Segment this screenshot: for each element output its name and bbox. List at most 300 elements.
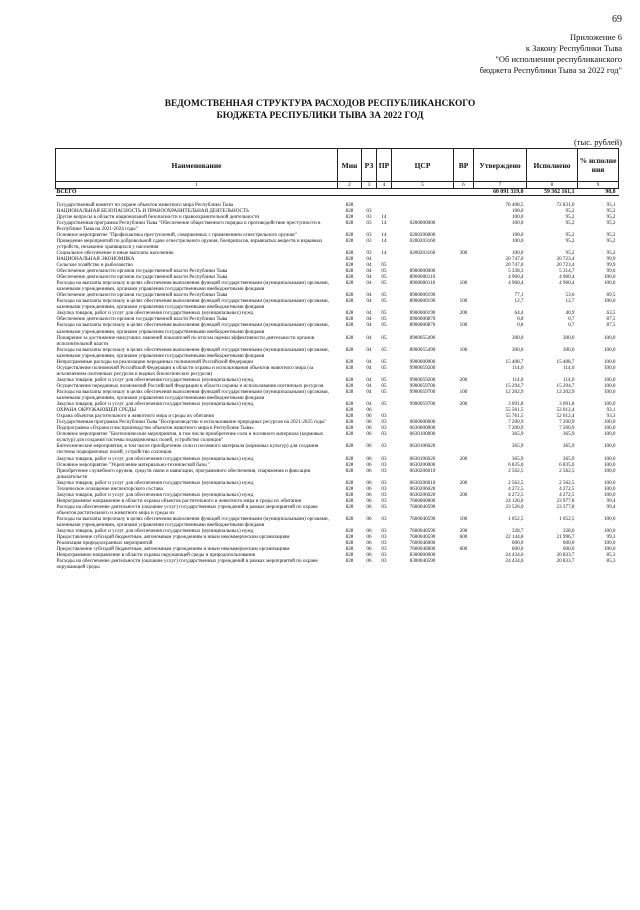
row-min-cell: 828 xyxy=(345,431,354,438)
row-approved-cell: 12,7 xyxy=(514,298,524,305)
row-vr-cell: 200 xyxy=(459,455,468,462)
row-approved-cell: 100,0 xyxy=(511,213,524,220)
row-pr-cell: 05 xyxy=(381,262,387,269)
row-rz-cell: 04 xyxy=(366,401,372,408)
row-vr-cell: 200 xyxy=(459,310,468,317)
row-csr-cell: 0630206010 xyxy=(409,467,436,474)
row-pct-cell: 100,0 xyxy=(603,485,616,492)
row-rz-cell: 04 xyxy=(366,364,372,371)
row-min-cell: 828 xyxy=(345,443,354,450)
table-row xyxy=(56,335,619,347)
row-pct-cell: 100,0 xyxy=(603,467,616,474)
row-pr-cell: 03 xyxy=(381,485,387,492)
row-csr-cell: 9900000000 xyxy=(409,358,436,365)
row-pct-cell: 100,0 xyxy=(603,491,616,498)
row-rz-cell: 06 xyxy=(366,431,372,438)
row-rz-cell: 04 xyxy=(366,376,372,383)
row-approved-cell: 15 294,7 xyxy=(505,382,524,389)
row-name-cell: Закупка товаров, работ и услуг для обеспечения государственных (муниципальных) нужд xyxy=(56,528,254,535)
row-executed-cell: 4 960,4 xyxy=(559,274,575,281)
row-min-cell: 828 xyxy=(345,485,354,492)
row-executed-cell: 4 272,5 xyxy=(559,485,575,492)
row-pr-cell: 05 xyxy=(381,364,387,371)
row-rz-cell: 06 xyxy=(366,419,372,426)
row-vr-cell xyxy=(454,468,474,480)
row-name-cell: Основное мероприятие "Укрепление материально-технической базы " xyxy=(56,461,211,468)
row-csr-cell: 0630000000 xyxy=(409,425,436,432)
row-executed-cell: 20 723,4 xyxy=(556,255,575,262)
row-min-cell: 828 xyxy=(345,255,354,262)
row-approved-cell: 60 091 319,0 xyxy=(474,189,527,196)
row-pr-cell: 03 xyxy=(381,528,387,535)
row-name-cell: Непрограммное направление в области охраны объектов растительного и животного мира и среды их обитания xyxy=(56,497,302,504)
column-number: 3 xyxy=(362,182,377,189)
row-name-cell: Обеспечение деятельности органов государственной власти Республики Тыва xyxy=(56,274,228,281)
row-rz-cell: 06 xyxy=(366,461,372,468)
row-name-cell: Расходы на выплаты персоналу в целях обеспечения выполнения функций государственными (муниципальными) органами, казенными учреждениями, органами управления государственными внебюджетными фондами xyxy=(56,346,329,359)
row-pr-cell: 05 xyxy=(381,274,387,281)
row-name-cell: Основное мероприятие "Профилактика преступлений, совершенных с применением огнестрельного оружия" xyxy=(56,231,297,238)
row-approved-cell: 55 761,5 xyxy=(505,413,524,420)
row-min-cell: 828 xyxy=(345,274,354,281)
row-min-cell: 828 xyxy=(345,219,354,226)
row-min-cell: 828 xyxy=(345,497,354,504)
row-rz-cell: 06 xyxy=(366,497,372,504)
header-cell: РЗ xyxy=(362,149,377,182)
row-pct-cell: 93,3 xyxy=(606,413,616,420)
column-number: 1 xyxy=(56,182,338,189)
table-row xyxy=(56,431,619,443)
annex-line: "Об исполнении республиканского xyxy=(495,54,622,64)
row-pct-cell: 98,8 xyxy=(578,189,619,196)
row-approved-cell: 76 408,5 xyxy=(505,201,524,208)
row-pct-cell: 95,2 xyxy=(606,219,616,226)
row-pct-cell: 95,2 xyxy=(606,207,616,214)
row-min-cell: 828 xyxy=(345,346,354,353)
row-executed-cell: 114,0 xyxy=(563,376,575,383)
row-vr-cell: 100 xyxy=(459,515,468,522)
row-approved-cell: 64,4 xyxy=(514,310,524,317)
row-approved-cell: 300,0 xyxy=(511,346,524,353)
row-min-cell: 828 xyxy=(345,528,354,535)
row-rz-cell: 03 xyxy=(366,207,372,214)
row-executed-cell: 3 091,8 xyxy=(559,401,575,408)
column-number-row xyxy=(56,182,619,189)
table-row xyxy=(56,468,619,480)
row-name-cell: Расходы на выплаты персоналу в целях обеспечения выполнения функций государственными (муниципальными) органами, казенными учреждениями, органами управления государственными внебюджетными фондами xyxy=(56,322,329,335)
row-csr-cell: 8900000870 xyxy=(409,322,436,329)
column-number: 8 xyxy=(527,182,578,189)
row-approved-cell: 0,8 xyxy=(517,316,524,323)
row-csr-cell: 8900000190 xyxy=(409,310,436,317)
row-executed-cell: 95,2 xyxy=(565,207,575,214)
row-csr-cell: 7600046000 xyxy=(409,540,436,547)
row-csr-cell: 7600040590 xyxy=(409,503,436,510)
total-row xyxy=(56,189,619,196)
table-header-row xyxy=(56,149,619,182)
row-min-cell: 828 xyxy=(345,280,354,287)
row-vr-cell: 200 xyxy=(459,528,468,535)
page-number: 69 xyxy=(612,14,622,25)
row-min-cell: 828 xyxy=(345,322,354,329)
row-pct-cell: 95,1 xyxy=(606,201,616,208)
row-csr-cell: 0200203160 xyxy=(409,249,436,256)
row-csr-cell: 8900000110 xyxy=(409,274,436,281)
row-vr-cell xyxy=(454,238,474,250)
row-pct-cell: 100,0 xyxy=(603,401,616,408)
row-vr-cell xyxy=(454,443,474,455)
row-rz-cell: 04 xyxy=(366,280,372,287)
row-name-cell: Расходы на выплаты персоналу в целях обеспечения выполнения функций государственными (муниципальными) органами, казенными учреждениями, органами управления государственными внебюджетными фондами xyxy=(56,280,329,293)
row-min-cell: 828 xyxy=(345,455,354,462)
row-pr-cell: 03 xyxy=(381,540,387,547)
row-pr-cell: 03 xyxy=(381,491,387,498)
row-vr-cell xyxy=(454,431,474,443)
row-rz-cell: 06 xyxy=(366,558,372,565)
row-pct-cell: 85,3 xyxy=(606,558,616,565)
row-name-cell: Закупка товаров, работ и услуг для обеспечения государственных (муниципальных) нужд xyxy=(56,455,254,462)
header-cell: Наименование xyxy=(56,149,338,182)
row-pr-cell: 14 xyxy=(381,249,387,256)
row-executed-cell: 12 202,9 xyxy=(556,389,575,395)
header-cell: ПР xyxy=(377,149,392,182)
row-pct-cell: 99,4 xyxy=(606,503,616,510)
row-pr-cell: 05 xyxy=(381,316,387,323)
row-pct-cell: 95,2 xyxy=(606,237,616,244)
header-cell: Утверждено xyxy=(474,149,527,182)
row-pct-cell: 99,9 xyxy=(606,262,616,269)
row-approved-cell: 7 200,9 xyxy=(508,425,524,432)
row-vr-cell xyxy=(454,335,474,347)
row-vr-cell xyxy=(454,365,474,377)
row-rz-cell: 03 xyxy=(366,213,372,220)
row-pr-cell: 05 xyxy=(381,268,387,275)
row-approved-cell: 12 202,9 xyxy=(505,389,524,395)
row-csr-cell: 9900059700 xyxy=(409,389,436,395)
row-rz-cell: 06 xyxy=(366,467,372,474)
row-min-cell: 828 xyxy=(345,389,354,395)
row-pct-cell: 85,3 xyxy=(606,552,616,559)
row-executed-cell: 4 272,5 xyxy=(559,491,575,498)
row-rz-cell: 06 xyxy=(366,540,372,547)
row-approved-cell: 2 562,5 xyxy=(508,467,524,474)
row-name-cell: Государственный комитет по охране объектов животного мира Республики Тыва xyxy=(56,201,234,208)
row-csr-cell: 8900000870 xyxy=(409,316,436,323)
row-vr-cell: 600 xyxy=(459,534,468,541)
row-vr-cell: 200 xyxy=(459,479,468,486)
row-approved-cell: 24 434,6 xyxy=(505,552,524,559)
row-executed-cell: 23 977,8 xyxy=(556,497,575,504)
row-approved-cell: 22 144,8 xyxy=(505,534,524,541)
row-min-cell: 828 xyxy=(345,310,354,317)
row-approved-cell: 5 338,3 xyxy=(508,268,524,275)
row-csr-cell: 9900059200 xyxy=(409,364,436,371)
row-pr-cell: 03 xyxy=(381,546,387,553)
row-approved-cell: 0,8 xyxy=(517,322,524,329)
row-vr-cell: 200 xyxy=(459,401,468,408)
row-rz-cell: 06 xyxy=(366,546,372,553)
row-name-cell: Непрограммные расходы на реализацию переданных полномочий Российской Федерации xyxy=(56,358,254,365)
row-vr-cell: 100 xyxy=(459,298,468,305)
row-executed-cell: 5 314,7 xyxy=(559,268,575,275)
row-approved-cell: 23 526,0 xyxy=(505,503,524,510)
row-pct-cell: 100,0 xyxy=(603,431,616,438)
row-pct-cell: 100,0 xyxy=(603,298,616,305)
row-executed-cell: 0,7 xyxy=(568,322,575,329)
row-rz-cell: 06 xyxy=(366,443,372,450)
row-rz-cell: 04 xyxy=(366,255,372,262)
row-executed-cell: 7 200,9 xyxy=(559,425,575,432)
row-pr-cell: 03 xyxy=(381,503,387,510)
row-min-cell: 828 xyxy=(345,461,354,468)
row-pr-cell: 03 xyxy=(381,467,387,474)
row-csr-cell: 7600000000 xyxy=(409,497,436,504)
row-executed-cell: 20 723,4 xyxy=(556,262,575,269)
row-pct-cell: 100,0 xyxy=(603,546,616,553)
row-name-cell: Биотехнические мероприятия, в том числе приобретение соли и посевного материала (кормовых культур) для создания системы подкормочных полей, устройство солонцов xyxy=(56,443,319,456)
row-approved-cell: 100,0 xyxy=(511,237,524,244)
row-min-cell: 828 xyxy=(345,334,354,341)
row-name-cell: НАЦИОНАЛЬНАЯ БЕЗОПАСНОСТЬ И ПРАВООХРАНИТЕЛЬНАЯ ДЕЯТЕЛЬНОСТЬ xyxy=(56,207,250,214)
row-name-cell: Закупка товаров, работ и услуг для обеспечения государственных (муниципальных) нужд xyxy=(56,376,254,383)
row-approved-cell: 24 126,0 xyxy=(505,497,524,504)
row-pct-cell: 100,0 xyxy=(603,274,616,281)
row-name-cell: Предоставление субсидий бюджетным, автономным учреждениям и иным некоммерческим организациям xyxy=(56,534,290,541)
row-pr-cell: 05 xyxy=(381,358,387,365)
row-executed-cell: 95,2 xyxy=(565,219,575,226)
row-approved-cell: 20 747,0 xyxy=(505,255,524,262)
title-line: ВЕДОМСТВЕННАЯ СТРУКТУРА РАСХОДОВ РЕСПУБЛИКАНСКОГО xyxy=(164,99,476,109)
row-vr-cell xyxy=(454,504,474,516)
row-executed-cell: 52 012,4 xyxy=(556,413,575,420)
row-approved-cell: 20 747,0 xyxy=(505,262,524,269)
row-csr-cell: 0600000000 xyxy=(409,419,436,426)
row-name-cell: Расходы на выплаты персоналу в целях обеспечения выполнения функций государственными (муниципальными) органами, казенными учреждениями, органами управления государственными внебюджетными фондами xyxy=(56,389,329,402)
row-approved-cell: 7 200,9 xyxy=(508,419,524,426)
row-pr-cell: 03 xyxy=(381,455,387,462)
row-approved-cell: 55 561,5 xyxy=(505,407,524,414)
row-rz-cell: 04 xyxy=(366,334,372,341)
row-pct-cell: 100,0 xyxy=(603,425,616,432)
row-min-cell: 828 xyxy=(345,558,354,565)
row-vr-cell xyxy=(454,558,474,570)
row-name-cell: Непрограммное направление в области охраны окружающей среды и природопользования xyxy=(56,552,256,559)
row-executed-cell: 15 408,7 xyxy=(556,358,575,365)
row-approved-cell: 600,0 xyxy=(511,540,524,547)
row-pct-cell: 100,0 xyxy=(603,443,616,450)
row-rz-cell: 04 xyxy=(366,262,372,269)
row-rz-cell: 06 xyxy=(366,413,372,420)
table-row xyxy=(56,504,619,516)
row-pr-cell: 05 xyxy=(381,389,387,395)
row-executed-cell: 12,7 xyxy=(565,298,575,305)
row-name-cell: Закупка товаров, работ и услуг для обеспечения государственных (муниципальных) нужд xyxy=(56,491,254,498)
row-approved-cell: 4 272,5 xyxy=(508,485,524,492)
row-executed-cell: 21 996,7 xyxy=(556,534,575,541)
row-pct-cell: 100,0 xyxy=(603,334,616,341)
row-name-cell: Закупка товаров, работ и услуг для обеспечения государственных (муниципальных) нужд xyxy=(56,401,254,408)
row-pct-cell: 99,4 xyxy=(606,497,616,504)
row-name-cell: Охрана объектов растительного и животного мира и среды их обитания xyxy=(56,413,214,420)
row-name-cell: Осуществление переданных полномочий Российской Федерации в области охраны и использования охотничьих ресурсов xyxy=(56,382,324,389)
row-min-cell: 828 xyxy=(345,213,354,220)
row-pr-cell: 14 xyxy=(381,237,387,244)
header-cell: % исполне ния xyxy=(578,149,619,182)
row-csr-cell: 8300000000 xyxy=(409,552,436,559)
row-rz-cell: 06 xyxy=(366,455,372,462)
row-pct-cell: 99,6 xyxy=(606,268,616,275)
row-pr-cell: 03 xyxy=(381,425,387,432)
row-approved-cell: 365,9 xyxy=(511,443,524,450)
row-pr-cell: 03 xyxy=(381,497,387,504)
row-approved-cell: 3 091,8 xyxy=(508,401,524,408)
row-executed-cell: 20 833,7 xyxy=(556,558,575,565)
row-pct-cell: 63,5 xyxy=(606,310,616,317)
row-rz-cell: 04 xyxy=(366,389,372,395)
row-pct-cell: 100,0 xyxy=(603,364,616,371)
row-executed-cell: 95,2 xyxy=(565,231,575,238)
row-name-cell: Основное мероприятие "Биотехнические мероприятия, в том числе приобретение соли и посевного материала (кормовых культур) для создания системы подкормочных полей, устройство солонцов" xyxy=(56,431,324,444)
row-csr-cell: 8900000190 xyxy=(409,298,436,305)
row-name-cell: Закупка товаров, работ и услуг для обеспечения государственных (муниципальных) нужд xyxy=(56,310,254,317)
row-pr-cell: 03 xyxy=(381,534,387,541)
row-rz-cell: 06 xyxy=(366,534,372,541)
row-min-cell: 828 xyxy=(345,419,354,426)
column-number: 5 xyxy=(392,182,454,189)
row-min-cell: 828 xyxy=(345,503,354,510)
row-executed-cell: 95,2 xyxy=(565,249,575,256)
row-min-cell: 828 xyxy=(345,376,354,383)
row-pct-cell: 95,2 xyxy=(606,213,616,220)
annex-line: к Закону Республики Тыва xyxy=(525,43,622,53)
annex-line: Приложение 6 xyxy=(570,32,622,42)
row-rz-cell: 06 xyxy=(366,528,372,535)
row-vr-cell: 100 xyxy=(459,389,468,395)
table-body xyxy=(56,189,619,571)
row-approved-cell: 300,0 xyxy=(511,334,524,341)
header-cell: ВР xyxy=(454,149,474,182)
row-pr-cell: 03 xyxy=(381,419,387,426)
row-csr-cell: 9900059200 xyxy=(409,376,436,383)
row-pct-cell: 100,0 xyxy=(603,376,616,383)
column-number: 2 xyxy=(338,182,362,189)
row-name-cell: Расходы на выплаты персоналу в целях обеспечения выполнения функций государственными (муниципальными) органами, казенными учреждениями, органами управления государственными внебюджетными фондами xyxy=(56,515,329,529)
table-row xyxy=(56,347,619,359)
row-pr-cell: 03 xyxy=(381,552,387,559)
row-executed-cell: 2 562,5 xyxy=(559,467,575,474)
row-pct-cell: 100,0 xyxy=(603,389,616,395)
row-pct-cell: 100,0 xyxy=(603,528,616,535)
row-min-cell: 828 xyxy=(345,534,354,541)
row-executed-cell: 95,2 xyxy=(565,213,575,220)
row-name-cell: Подпрограмма «Охрана и воспроизводство объектов животного мира в Республике Тыва» xyxy=(56,425,254,432)
row-pr-cell: 03 xyxy=(381,431,387,438)
row-csr-cell: 0200000000 xyxy=(409,219,436,226)
row-pct-cell: 87,5 xyxy=(606,316,616,323)
row-pct-cell: 100,0 xyxy=(603,419,616,426)
row-executed-cell: 328,6 xyxy=(562,528,575,535)
row-min-cell: 828 xyxy=(345,467,354,474)
row-csr-cell: 9900059700 xyxy=(409,382,436,389)
row-min-cell: 828 xyxy=(345,207,354,214)
row-name-cell: Расходы на обеспечение деятельности (оказание услуг) государственных учреждений в рамках мероприятий по охране объектов растительного и животного мира и среды их xyxy=(56,503,318,516)
row-min-cell: 828 xyxy=(345,292,354,299)
row-name-cell: Техническое оснащение инспекторского состава xyxy=(56,485,163,492)
row-rz-cell: 06 xyxy=(366,491,372,498)
row-csr-cell: 0200200000 xyxy=(409,231,436,238)
row-rz-cell: 04 xyxy=(366,298,372,305)
row-csr-cell: 0630200000 xyxy=(409,461,436,468)
row-name-cell: Сельское хозяйство и рыболовство xyxy=(56,262,133,269)
row-name-cell: Реализация природоохранных мероприятий xyxy=(56,540,153,547)
row-pct-cell: 100,0 xyxy=(603,455,616,462)
row-approved-cell: 100,0 xyxy=(511,207,524,214)
row-min-cell: 828 xyxy=(345,491,354,498)
row-min-cell: 828 xyxy=(345,237,354,244)
row-executed-cell: 0,7 xyxy=(568,316,575,323)
row-rz-cell: 03 xyxy=(366,231,372,238)
row-name-cell: Предоставление субсидий бюджетным, автономным учреждениям и иным некоммерческим организациям xyxy=(56,546,290,553)
row-executed-cell: 95,2 xyxy=(565,237,575,244)
row-rz-cell: 04 xyxy=(366,358,372,365)
row-rz-cell: 04 xyxy=(366,310,372,317)
row-vr-cell: 200 xyxy=(459,491,468,498)
row-min-cell: 828 xyxy=(345,401,354,408)
row-executed-cell: 114,0 xyxy=(563,364,575,371)
row-vr-cell: 100 xyxy=(459,322,468,329)
row-pr-cell: 03 xyxy=(381,558,387,565)
row-csr-cell: 0200203160 xyxy=(409,237,436,244)
column-number: 7 xyxy=(474,182,527,189)
row-executed-cell: 6 835,0 xyxy=(559,461,575,468)
row-name-cell: Приобретение служебного оружия, средств связи и навигации, программного обеспечения, снаряжения и фиксации доказательств xyxy=(56,467,311,480)
row-pct-cell: 87,5 xyxy=(606,322,616,329)
row-pct-cell: 100,0 xyxy=(603,540,616,547)
row-min-cell: 828 xyxy=(345,358,354,365)
table-row xyxy=(56,322,619,334)
header-cell: Исполнено xyxy=(527,149,578,182)
row-approved-cell: 328,7 xyxy=(511,528,524,535)
row-pct-cell: 100,0 xyxy=(603,280,616,287)
row-pct-cell: 100,0 xyxy=(603,479,616,486)
row-pr-cell xyxy=(377,189,392,196)
row-csr-cell: 7600040590 xyxy=(409,528,436,535)
row-pr-cell: 14 xyxy=(381,231,387,238)
row-rz-cell: 04 xyxy=(366,382,372,389)
row-min-cell: 828 xyxy=(345,316,354,323)
row-csr-cell: 8900000190 xyxy=(409,292,436,299)
row-name-cell: Расходы на выплаты персоналу в целях обеспечения выполнения функций государственными (муниципальными) органами, казенными учреждениями, органами управления государственными внебюджетными фондами xyxy=(56,298,329,311)
row-pr-cell: 05 xyxy=(381,382,387,389)
row-pr-cell: 05 xyxy=(381,310,387,317)
column-number: 9 xyxy=(578,182,619,189)
row-pr-cell: 05 xyxy=(381,280,387,287)
row-pr-cell: 05 xyxy=(381,401,387,408)
row-vr-cell: 100 xyxy=(459,346,468,353)
row-approved-cell: 6 835,0 xyxy=(508,461,524,468)
row-name-cell: Осуществление полномочий Российской Федерации в области охраны и использования объектов животного мира (за исключением охотничьих ресурсов и водных биологических ресурсов) xyxy=(56,364,314,377)
row-csr-cell: 0630100000 xyxy=(409,431,436,438)
row-pct-cell: 100,0 xyxy=(603,515,616,522)
row-approved-cell: 2 562,5 xyxy=(508,479,524,486)
row-name-cell: Расходы на обеспечение деятельности (оказание услуг) государственных учреждений в рамках мероприятий по охране окружающей среды xyxy=(56,558,318,571)
row-approved-cell: 600,0 xyxy=(511,546,524,553)
row-pr-cell: 05 xyxy=(381,292,387,299)
row-min-cell: 828 xyxy=(345,407,354,414)
row-approved-cell: 100,0 xyxy=(511,249,524,256)
row-min-cell: 828 xyxy=(345,364,354,371)
row-csr-cell: 0630206010 xyxy=(409,479,436,486)
